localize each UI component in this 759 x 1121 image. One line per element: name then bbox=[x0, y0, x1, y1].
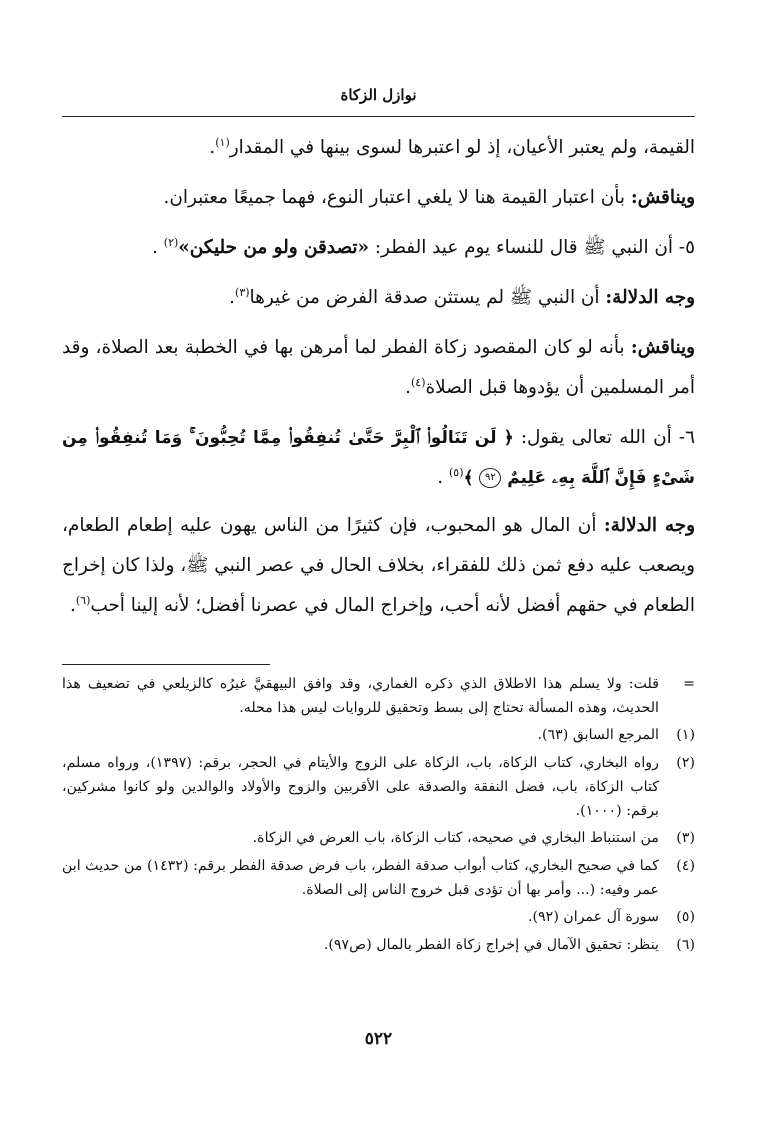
paragraph-2-text: بأن اعتبار القيمة هنا لا يلغي اعتبار النوع، فهما جميعًا معتبران. bbox=[163, 187, 631, 208]
paragraph-6-end: . bbox=[437, 467, 449, 488]
footnote-ref-6[interactable]: (٦) bbox=[75, 593, 91, 607]
paragraph-2 bbox=[62, 178, 695, 218]
ayah-number-icon: ٩٢ bbox=[479, 468, 501, 488]
paragraph-6 bbox=[62, 418, 695, 498]
footnote-6 bbox=[62, 934, 695, 958]
footnote-mark: (٣) bbox=[676, 830, 695, 847]
footnote-5 bbox=[62, 906, 695, 930]
paragraph-5 bbox=[62, 328, 695, 408]
footnote-1 bbox=[62, 724, 695, 748]
footnote-ref-1[interactable]: (١) bbox=[215, 135, 230, 149]
footnote-mark: = bbox=[683, 676, 695, 692]
paragraph-3-text: ٥- أن النبي ﷺ قال للنساء يوم عيد الفطر: bbox=[369, 237, 695, 258]
paragraph-7-text: أن المال هو المحبوب، فإن كثيرًا من الناس يهون عليه إطعام الطعام، ويصعب عليه دفع ثمن ذلك للفقراء، بخلاف الحال في عصر النبي ﷺ، ولذا كان إخراج الطعام في حقهم أفضل لأنه أحب، وإخراج المال في عصرنا أفضل؛ لأنه إلينا أحب bbox=[62, 515, 695, 616]
discussion-label: ويناقش: bbox=[630, 187, 695, 208]
paragraph-7 bbox=[62, 506, 695, 626]
paragraph-4 bbox=[62, 278, 695, 318]
footnote-ref-3[interactable]: (٣) bbox=[235, 285, 250, 299]
paragraph-6-text: ٦- أن الله تعالى يقول: bbox=[513, 427, 696, 448]
running-header: نوازل الزكاة bbox=[340, 86, 417, 104]
paragraph-3 bbox=[62, 228, 695, 268]
footnote-text: المرجع السابق (٦٣). bbox=[537, 727, 659, 744]
footnote-ref-5[interactable]: (٥) bbox=[448, 465, 464, 479]
paragraph-4-text: أن النبي ﷺ لم يستثن صدقة الفرض من غيرها bbox=[249, 287, 606, 308]
verse-close-bracket: ﴾ bbox=[463, 468, 474, 488]
paragraph-5-text: بأنه لو كان المقصود زكاة الفطر لما أمرهن بها في الخطبة بعد الصلاة، وقد أمر المسلمين أن يؤدوها قبل الصلاة bbox=[62, 337, 695, 398]
paragraph-3-end: . bbox=[152, 237, 164, 258]
footnote-ref-2[interactable]: (٢) bbox=[163, 235, 179, 249]
main-text bbox=[62, 128, 695, 636]
paragraph-4-end: . bbox=[229, 287, 236, 308]
footnote-text: كما في صحيح البخاري، كتاب أبواب صدقة الفطر، باب فرض صدقة الفطر برقم: (١٤٣٢) من حديث ابن عمر وفيه: (... وأمر بها أن تؤدى قبل خروج الناس إلى الصلاة. bbox=[62, 857, 659, 898]
verse-open-bracket: ﴿ bbox=[503, 428, 514, 448]
footnote-4 bbox=[62, 855, 695, 902]
footnote-text: ينظر: تحقيق الآمال في إخراج زكاة الفطر بالمال (ص٩٧). bbox=[323, 937, 659, 954]
footnote-mark: (٦) bbox=[676, 937, 695, 954]
footnote-mark: (٥) bbox=[676, 909, 695, 926]
footnote-ref-4[interactable]: (٤) bbox=[410, 375, 426, 389]
footnote-text: رواه البخاري، كتاب الزكاة، باب، الزكاة على الزوج والأيتام في الحجر، برقم: (١٣٩٧)، ورواه مسلم، كتاب الزكاة، باب، فضل النفقة والصدقة على الأقربين والزوج والأولاد والوالدين ولو كانوا مشركين، برقم: (١٠٠٠). bbox=[62, 755, 659, 819]
footnote-text: من استنباط البخاري في صحيحه، كتاب الزكاة، باب العرض في الزكاة. bbox=[252, 830, 659, 847]
footnote-mark: (١) bbox=[676, 727, 695, 744]
header-divider bbox=[62, 116, 695, 117]
paragraph-7-end: . bbox=[69, 595, 76, 616]
discussion-label: ويناقش: bbox=[630, 337, 695, 358]
footnote-continued bbox=[62, 673, 695, 720]
footnote-mark: (٤) bbox=[676, 857, 695, 874]
footnotes bbox=[62, 673, 695, 962]
footnote-mark: (٢) bbox=[676, 755, 695, 772]
footnote-text: سورة آل عمران (٩٢). bbox=[528, 909, 659, 926]
paragraph-1 bbox=[62, 128, 695, 168]
evidence-label: وجه الدلالة: bbox=[605, 287, 695, 308]
hadith-quote: «تصدقن ولو من حليكن» bbox=[178, 237, 370, 258]
paragraph-5-end: . bbox=[405, 377, 411, 398]
evidence-label: وجه الدلالة: bbox=[603, 515, 695, 536]
footnote-text: قلت: ولا يسلم هذا الاطلاق الذي ذكره الغماري، وقد وافق البيهقيَّ غيرُه كالزيلعي في تضعيف هذا الحديث، وهذه المسألة تحتاج إلى بسط وتحقيق للروايات ليس هذا محله. bbox=[62, 676, 659, 716]
paragraph-1-text: القيمة، ولم يعتبر الأعيان، إذ لو اعتبرها لسوى بينها في المقدار bbox=[229, 137, 695, 158]
footnote-2 bbox=[62, 752, 695, 823]
quran-verse: لَن تَنَالُوا۟ ٱلْبِرَّ حَتَّىٰ تُنفِقُوا۟ مِمَّا تُحِبُّونَ ۚ وَمَا تُنفِقُوا۟ مِن شَىْءٍ فَإِنَّ ٱللَّهَ بِهِۦ عَلِيمٌ bbox=[62, 428, 695, 488]
book-page bbox=[62, 0, 695, 1121]
paragraph-1-end: . bbox=[209, 137, 216, 158]
page-number: ٥٢٢ bbox=[364, 1029, 393, 1049]
footnote-3 bbox=[62, 827, 695, 851]
footnote-divider bbox=[62, 664, 270, 665]
